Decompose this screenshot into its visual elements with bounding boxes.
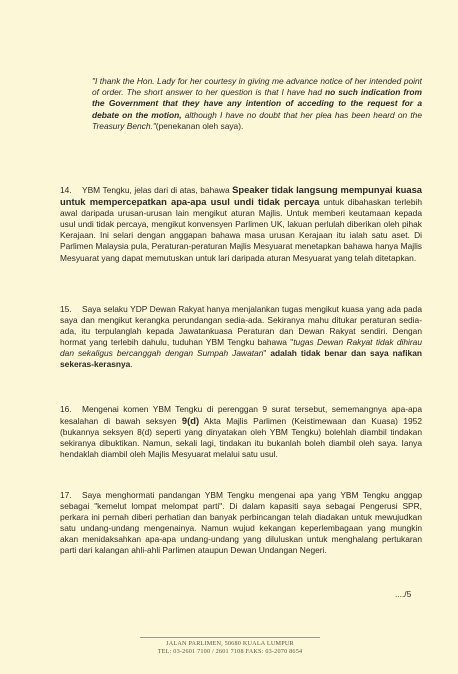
p16-bold-text: 9(d) — [181, 415, 200, 427]
quote-suffix: (penekanan oleh saya). — [155, 120, 244, 131]
footer-divider — [140, 637, 320, 638]
paragraph-number: 16. — [60, 404, 72, 414]
quote-bold-text: no such indication from the Government that they have any intention of acceding to the request for a debate on the motion, — [92, 87, 422, 120]
paragraph-number: 17. — [60, 490, 72, 500]
p15-text-c: " — [263, 348, 271, 359]
paragraph-number: 14. — [60, 185, 72, 195]
paragraph-16 — [60, 404, 422, 460]
page-continuation: ..../5 — [395, 589, 412, 599]
p14-text-a: YBM Tengku, jelas dari di atas, bahawa — [82, 185, 233, 195]
paragraph-number: 15. — [60, 304, 72, 314]
quote-text-1: "I thank the Hon. Lady for her courtesy in giving me advance notice of her intended point of order. The short answer to her question is that I have had — [92, 76, 422, 98]
footer-contact: TEL: 03-2601 7100 / 2601 7108 FAKS: 03-2070 8654 — [157, 648, 303, 655]
paragraph-14 — [60, 184, 422, 264]
p14-bold-text: Speaker tidak langsung mempunyai kuasa untuk mempercepatkan apa-apa usul undi tidak percaya — [60, 184, 422, 208]
p17-text-a: Saya menghormati pandangan YBM Tengku mengenai apa yang YBM Tengku anggap sebagai "kemelut lompat melompat parti". Di dalam kapasiti saya sebagai Pengerusi SPR, perkara ini pernah diberi perhatian dan banyak perbincangan telah diadakan untuk mewujudkan satu undang-undang mengenainya. Namun wujud kekangan keperlembagaan yang mungkin akan menidaksahkan apa-apa undang-undang yang diluluskan untuk menghalang pertukaran parti dari kalangan ahli-ahli Parlimen ataupun Dewan Undangan Negeri. — [60, 490, 422, 556]
p14-text-c: untuk dibahaskan terlebih awal daripada urusan-urusan lain mengikut aturan Majlis. Untuk memberi keutamaan kepada usul undi tidak percaya, mengikut konvensyen Parlimen UK, lakuan perlulah diberikan oleh pihak Kerajaan. Ini selari dengan anggapan bahawa masa urusan Kerajaan itu ialah satu aset. Di Parlimen Malaysia pula, Peraturan-peraturan Majlis Mesyuarat menetapkan bahawa hanya Majlis Mesyuarat yang dapat memutuskan untuk lari daripada aturan Mesyuarat yang telah ditetapkan. — [60, 197, 423, 263]
p15-bold-text: adalah tidak benar dan saya nafikan sekeras-kerasnya — [60, 348, 422, 370]
quote-text-2: although I have no doubt that her plea has been heard on the Treasury Bench." — [92, 109, 422, 131]
p16-text-c: Akta Majlis Parlimen (Keistimewaan dan Kuasa) 1952 (bukannya seksyen 8(d) seperti yang dinyatakan oleh YBM Tengku) bolehlah diambil tindakan sekiranya dibuktikan. Namun, sekali lagi, tindakan itu bukanlah boleh diambil oleh saya. Ianya hendaklah diambil oleh Majlis Mesyuarat melalui satu usul. — [60, 416, 422, 460]
footer-address: JALAN PARLIMEN, 50680 KUALA LUMPUR — [166, 640, 294, 647]
p16-text-a: Mengenai komen YBM Tengku di perenggan 9 surat tersebut, sememangnya apa-apa kesalahan di bawah seksyen — [60, 404, 422, 427]
letter-footer — [100, 640, 360, 656]
p15-text-a: Saya selaku YDP Dewan Rakyat hanya menjalankan tugas mengikut kuasa yang ada pada saya dan mengikut kerangka perundangan sedia-ada. Sekiranya mahu ditukar peraturan sedia-ada, itu terpulanglah kepada Jawatankuasa Peraturan dan Dewan Rakyat sendiri. Dengan hormat yang terlebih dahulu, tuduhan YBM Tengku bahawa " — [60, 304, 422, 348]
paragraph-17 — [60, 490, 422, 557]
p15-text-e: . — [130, 359, 133, 370]
block-quote — [92, 76, 422, 132]
paragraph-15 — [60, 304, 422, 371]
p15-italic-text: tugas Dewan Rakyat tidak dihirau dan sekaligus bercanggah dengan Sumpah Jawatan — [60, 337, 422, 359]
